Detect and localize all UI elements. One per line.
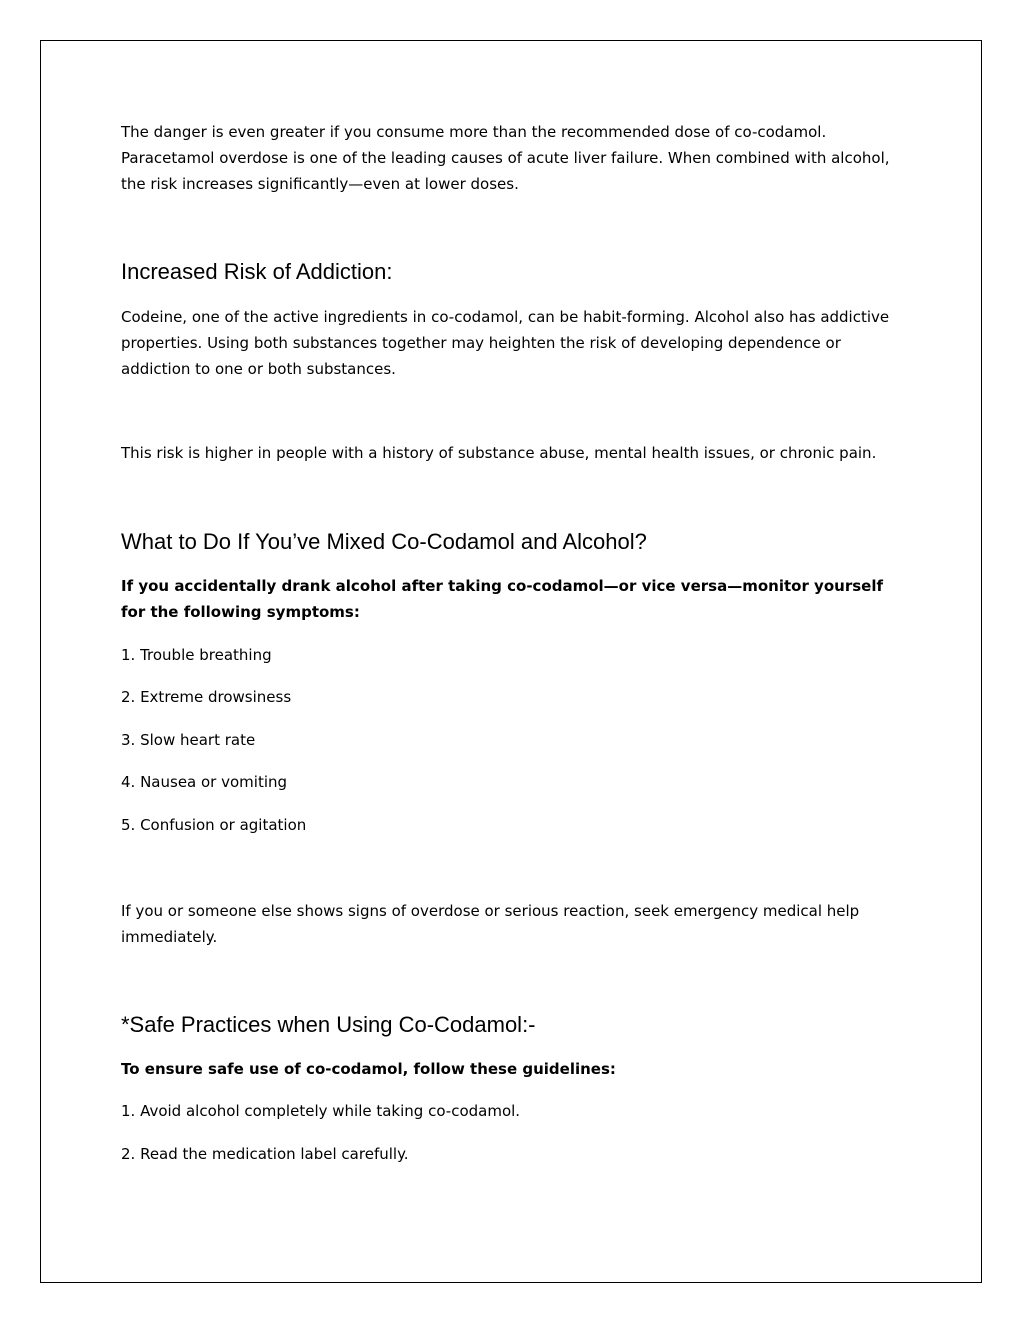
emergency-paragraph: If you or someone else shows signs of overdose or serious reaction, seek emergency medical help immediately. — [121, 902, 860, 946]
mixed-lead-paragraph: If you accidentally drank alcohol after taking co-codamol—or vice versa—monitor yourself for the following symptoms: — [121, 577, 883, 621]
symptom-item-1: 1. Trouble breathing — [121, 646, 272, 664]
addiction-heading: Increased Risk of Addiction: — [121, 259, 393, 284]
addiction-paragraph: Codeine, one of the active ingredients in co-codamol, can be habit-forming. Alcohol also has addictive properties. Using both substances together may heighten the risk of developing dependence or addiction to one or both substances. — [121, 308, 890, 378]
addiction-risk-paragraph: This risk is higher in people with a history of substance abuse, mental health issues, or chronic pain. — [121, 444, 877, 462]
symptom-item-3: 3. Slow heart rate — [121, 731, 256, 749]
mixed-heading: What to Do If You’ve Mixed Co-Codamol and Alcohol? — [121, 529, 647, 554]
symptom-item-4: 4. Nausea or vomiting — [121, 773, 288, 791]
guideline-item-1: 1. Avoid alcohol completely while taking co-codamol. — [121, 1102, 521, 1120]
safe-practices-heading: *Safe Practices when Using Co-Codamol:- — [121, 1012, 536, 1037]
symptom-item-5: 5. Confusion or agitation — [121, 816, 307, 834]
intro-paragraph: The danger is even greater if you consume more than the recommended dose of co-codamol. Paracetamol overdose is one of the leading causes of acute liver failure. When combined with alcohol, the risk increases significantly—even at lower doses. — [121, 123, 890, 193]
document-page — [40, 40, 982, 1283]
symptom-item-2: 2. Extreme drowsiness — [121, 688, 292, 706]
guideline-item-2: 2. Read the medication label carefully. — [121, 1145, 409, 1163]
safe-lead-paragraph: To ensure safe use of co-codamol, follow these guidelines: — [121, 1060, 616, 1078]
